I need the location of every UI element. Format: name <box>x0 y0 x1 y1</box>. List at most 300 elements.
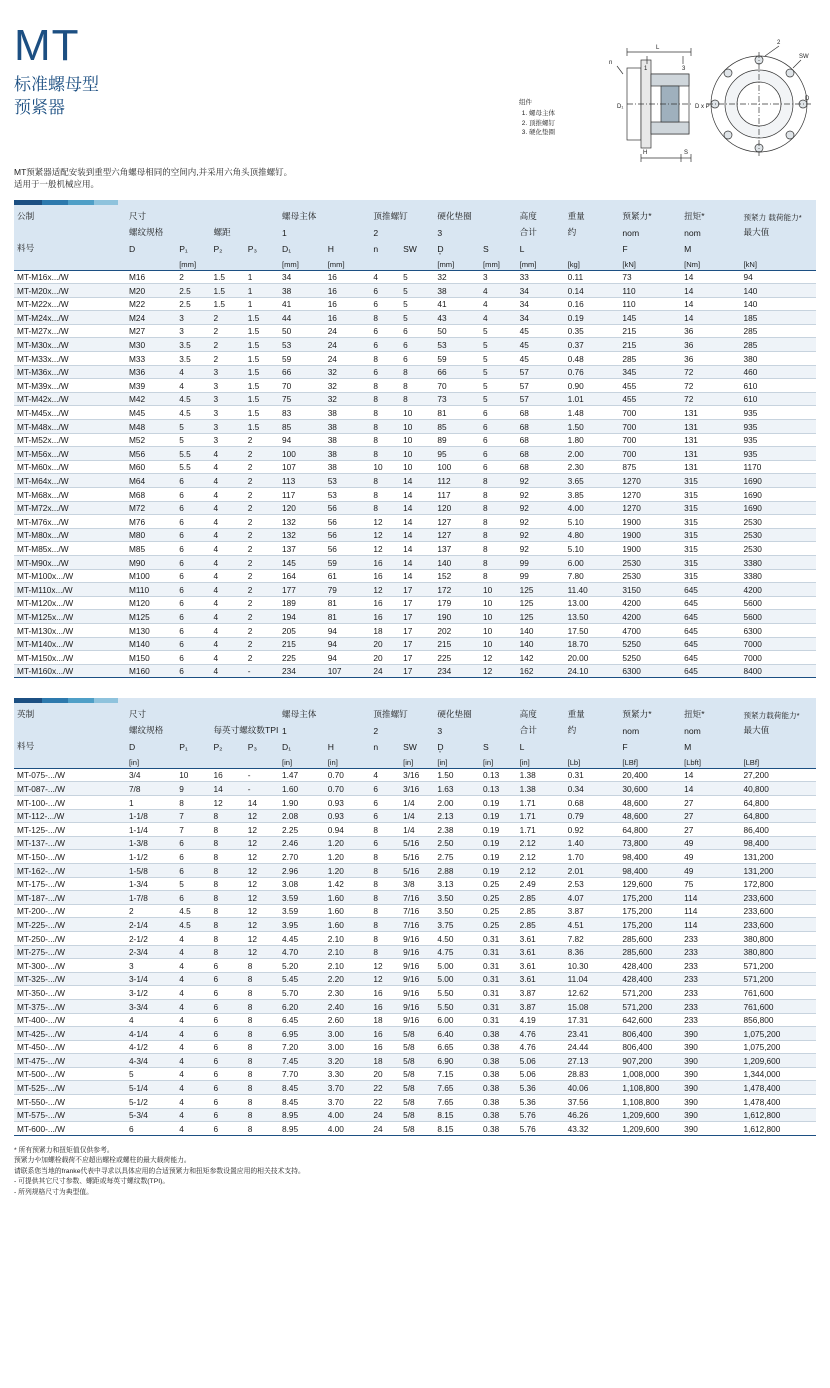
metric-cell: 6 <box>400 338 434 352</box>
metric-header-n: n <box>370 239 400 255</box>
metric-cell: 14 <box>400 515 434 529</box>
metric-cell: 8 <box>370 379 400 393</box>
imperial-cell: 1-1/4 <box>126 823 176 837</box>
callout-3: 3 <box>682 66 686 72</box>
metric-cell: 120 <box>279 501 325 515</box>
metric-cell: 645 <box>681 623 740 637</box>
imperial-cell: 1,612,800 <box>740 1122 816 1136</box>
imperial-cell: 14 <box>681 782 740 796</box>
imperial-cell: 2.75 <box>434 850 480 864</box>
metric-cell: 8 <box>370 311 400 325</box>
metric-cell: 5600 <box>740 596 816 610</box>
imperial-cell: 0.38 <box>480 1054 517 1068</box>
metric-cell: 1690 <box>740 501 816 515</box>
imperial-cell: 5/8 <box>400 1054 434 1068</box>
footnote-line: 预紧力や加螺栓载荷不应超出螺栓或螺柱的最大载荷能力。 <box>14 1157 191 1165</box>
metric-cell: 89 <box>434 433 480 447</box>
imperial-cell: 37.56 <box>565 1095 620 1109</box>
imperial-cell: 8 <box>370 945 400 959</box>
imperial-cell: 0.38 <box>480 1122 517 1136</box>
metric-header-total: 合计 <box>517 223 565 239</box>
metric-cell: 38 <box>325 460 371 474</box>
table-row <box>14 836 816 850</box>
imperial-cell: 6 <box>210 1054 244 1068</box>
metric-cell: 94 <box>325 637 371 651</box>
imperial-cell: 4 <box>176 972 210 986</box>
metric-header-D: D <box>126 239 176 255</box>
imperial-cell: MT-200-.../W <box>14 904 126 918</box>
metric-cell: M64 <box>126 474 176 488</box>
imperial-cell: 12 <box>245 904 279 918</box>
metric-cell: 8 <box>370 392 400 406</box>
metric-cell: 8 <box>400 365 434 379</box>
imperial-header-Ds: D̥ <box>434 737 480 753</box>
metric-cell: 1 <box>245 284 279 298</box>
imperial-cell: 0.13 <box>480 768 517 782</box>
metric-cell: 117 <box>434 488 480 502</box>
metric-cell: 3380 <box>740 555 816 569</box>
imperial-cell: 2.20 <box>325 972 371 986</box>
metric-cell: 56 <box>325 515 371 529</box>
metric-cell: 8 <box>480 542 517 556</box>
imperial-cell: 0.19 <box>480 823 517 837</box>
imperial-cell: 27 <box>681 809 740 823</box>
metric-header-P2: P₂ <box>210 239 244 255</box>
imperial-cell: 571,200 <box>740 959 816 973</box>
metric-cell: 38 <box>279 284 325 298</box>
imperial-cell: 1-5/8 <box>126 863 176 877</box>
metric-cell: 2 <box>176 270 210 284</box>
metric-cell: 140 <box>740 297 816 311</box>
imperial-header-F: F <box>619 737 681 753</box>
imperial-cell: 8 <box>210 850 244 864</box>
metric-cell: 1900 <box>619 542 681 556</box>
imperial-cell: 5-1/4 <box>126 1081 176 1095</box>
metric-cell: 4 <box>370 270 400 284</box>
metric-cell: 645 <box>681 664 740 678</box>
imperial-cell: 0.19 <box>480 809 517 823</box>
imperial-cell: 12 <box>245 918 279 932</box>
imperial-unit-S: [in] <box>480 753 517 768</box>
metric-cell: 14 <box>681 270 740 284</box>
metric-cell: 99 <box>517 569 565 583</box>
metric-unit-SW <box>400 255 434 270</box>
imperial-spec-table <box>14 703 816 1136</box>
metric-cell: MT-M90x.../W <box>14 555 126 569</box>
imperial-cell: MT-087-.../W <box>14 782 126 796</box>
metric-cell: 6 <box>480 460 517 474</box>
metric-cell: 6 <box>370 284 400 298</box>
table-row <box>14 596 816 610</box>
imperial-cell: 2.53 <box>565 877 620 891</box>
metric-cell: 24.10 <box>565 664 620 678</box>
imperial-unit-D1: [in] <box>279 753 325 768</box>
metric-cell: 81 <box>325 610 371 624</box>
imperial-cell: 1,209,600 <box>619 1108 681 1122</box>
metric-cell: 1270 <box>619 474 681 488</box>
imperial-cell: 16 <box>210 768 244 782</box>
imperial-cell: 131,200 <box>740 850 816 864</box>
imperial-cell: 12 <box>245 931 279 945</box>
metric-unit-Ds: [mm] <box>434 255 480 270</box>
metric-cell: 1270 <box>619 501 681 515</box>
metric-unit-P3 <box>245 255 279 270</box>
metric-cell: 1.5 <box>245 352 279 366</box>
imperial-cell: 1/4 <box>400 796 434 810</box>
imperial-cell: 3/4 <box>126 768 176 782</box>
imperial-cell: 20 <box>370 1067 400 1081</box>
metric-cell: 16 <box>370 610 400 624</box>
metric-cell: 202 <box>434 623 480 637</box>
imperial-cell: 6 <box>370 809 400 823</box>
imperial-cell: 12 <box>370 959 400 973</box>
imperial-cell: 20,400 <box>619 768 681 782</box>
metric-cell: 20 <box>370 651 400 665</box>
metric-cell: 6 <box>176 488 210 502</box>
metric-cell: 2530 <box>740 542 816 556</box>
callout-2: 2 <box>777 40 781 46</box>
imperial-cell: 0.25 <box>480 918 517 932</box>
imperial-cell: 6 <box>210 1081 244 1095</box>
metric-cell: 131 <box>681 460 740 474</box>
imperial-cell: 8 <box>210 877 244 891</box>
imperial-cell: 8 <box>210 863 244 877</box>
footnote-line: - 可提供其它尺寸参数、螺距或每英寸螺纹数(TPI)。 <box>14 1178 170 1186</box>
metric-cell: 2 <box>210 352 244 366</box>
imperial-cell: 1-3/8 <box>126 836 176 850</box>
metric-cell: 5 <box>400 311 434 325</box>
metric-cell: 81 <box>325 596 371 610</box>
imperial-cell: 3.70 <box>325 1095 371 1109</box>
imperial-cell: 8 <box>210 931 244 945</box>
imperial-cell: 7/8 <box>126 782 176 796</box>
imperial-cell: 1.71 <box>517 823 565 837</box>
imperial-cell: 2.10 <box>325 931 371 945</box>
imperial-cell: 1.50 <box>434 768 480 782</box>
imperial-unit-SW: [in] <box>400 753 434 768</box>
metric-cell: 38 <box>325 433 371 447</box>
metric-cell: 17.50 <box>565 623 620 637</box>
imperial-cell: 5 <box>176 877 210 891</box>
imperial-cell: MT-150-.../W <box>14 850 126 864</box>
metric-spec-table <box>14 205 816 678</box>
imperial-cell: 2.30 <box>325 986 371 1000</box>
metric-cell: 5.5 <box>176 460 210 474</box>
metric-cell: 72 <box>681 392 740 406</box>
imperial-cell: 7.70 <box>279 1067 325 1081</box>
imperial-cell: 10.30 <box>565 959 620 973</box>
imperial-cell: 7.20 <box>279 1040 325 1054</box>
imperial-cell: 5/16 <box>400 850 434 864</box>
metric-cell: 1.80 <box>565 433 620 447</box>
metric-cell: 107 <box>325 664 371 678</box>
metric-cell: 6 <box>176 596 210 610</box>
metric-cell: 56 <box>325 501 371 515</box>
table-row <box>14 945 816 959</box>
metric-cell: 8 <box>400 392 434 406</box>
product-diagram <box>579 30 829 190</box>
metric-cell: 285 <box>740 324 816 338</box>
imperial-cell: 5.50 <box>434 986 480 1000</box>
imperial-cell: 7.65 <box>434 1095 480 1109</box>
metric-cell: M22 <box>126 297 176 311</box>
imperial-cell: 172,800 <box>740 877 816 891</box>
table-row <box>14 1054 816 1068</box>
metric-header-max: 最大值 <box>740 223 816 239</box>
metric-table-body <box>14 270 816 678</box>
imperial-cell: 0.38 <box>480 1081 517 1095</box>
imperial-cell: 64,800 <box>740 809 816 823</box>
imperial-cell: 4 <box>176 931 210 945</box>
imperial-cell: 0.70 <box>325 768 371 782</box>
metric-cell: 36 <box>681 324 740 338</box>
imperial-cell: 1,008,000 <box>619 1067 681 1081</box>
metric-cell: M36 <box>126 365 176 379</box>
metric-cell: 50 <box>434 324 480 338</box>
metric-header-nomf: nom <box>619 223 681 239</box>
imperial-cell: 0.31 <box>565 768 620 782</box>
imperial-cell: 8 <box>370 823 400 837</box>
imperial-cell: 12 <box>245 823 279 837</box>
metric-cell: 20.00 <box>565 651 620 665</box>
metric-cell: M16 <box>126 270 176 284</box>
metric-cell: 4 <box>480 297 517 311</box>
imperial-cell: 1.20 <box>325 836 371 850</box>
metric-cell: 41 <box>279 297 325 311</box>
imperial-cell: 3-1/4 <box>126 972 176 986</box>
metric-cell: 2 <box>245 569 279 583</box>
imperial-cell: 3.95 <box>279 918 325 932</box>
imperial-cell: 6 <box>210 1027 244 1041</box>
metric-header-pitch: 螺距 <box>210 223 279 239</box>
metric-cell: 59 <box>434 352 480 366</box>
imperial-cell: 1.38 <box>517 782 565 796</box>
metric-cell: 190 <box>434 610 480 624</box>
imperial-cell: 8.45 <box>279 1081 325 1095</box>
imperial-cell: 6.40 <box>434 1027 480 1041</box>
metric-cell: M125 <box>126 610 176 624</box>
metric-cell: 2 <box>245 651 279 665</box>
metric-cell: 2 <box>210 324 244 338</box>
table-row <box>14 891 816 905</box>
metric-cell: 8 <box>480 528 517 542</box>
imperial-cell: 6.20 <box>279 999 325 1013</box>
metric-cell: 142 <box>517 651 565 665</box>
metric-cell: 6 <box>370 297 400 311</box>
metric-cell: 92 <box>517 515 565 529</box>
imperial-cell: 5.36 <box>517 1095 565 1109</box>
imperial-cell: 3.75 <box>434 918 480 932</box>
metric-cell: 179 <box>434 596 480 610</box>
imperial-cell: 6.95 <box>279 1027 325 1041</box>
metric-cell: 345 <box>619 365 681 379</box>
imperial-unit-P2 <box>210 753 244 768</box>
metric-cell: 5.5 <box>176 447 210 461</box>
imperial-cell: 3.00 <box>325 1040 371 1054</box>
metric-cell: M120 <box>126 596 176 610</box>
imperial-cell: 114 <box>681 904 740 918</box>
imperial-cell: 7/16 <box>400 918 434 932</box>
metric-cell: 5250 <box>619 637 681 651</box>
metric-cell: 3.65 <box>565 474 620 488</box>
metric-cell: 225 <box>279 651 325 665</box>
metric-cell: 8 <box>480 501 517 515</box>
metric-cell: 152 <box>434 569 480 583</box>
imperial-cell: 5.70 <box>279 986 325 1000</box>
metric-cell: M27 <box>126 324 176 338</box>
metric-cell: 45 <box>517 324 565 338</box>
imperial-cell: 12 <box>245 877 279 891</box>
legend-title: 组件 <box>519 99 532 106</box>
imperial-cell: 4.00 <box>325 1122 371 1136</box>
metric-cell: 10 <box>480 637 517 651</box>
imperial-cell: 8 <box>210 945 244 959</box>
metric-cell: MT-M30x.../W <box>14 338 126 352</box>
dim-label-Ds: D̥ <box>805 96 810 102</box>
metric-cell: 700 <box>619 433 681 447</box>
imperial-cell: 0.34 <box>565 782 620 796</box>
imperial-cell: 8 <box>245 1054 279 1068</box>
metric-unit-D <box>126 255 176 270</box>
table-row <box>14 1067 816 1081</box>
metric-cell: 1.5 <box>245 324 279 338</box>
metric-cell: 1.01 <box>565 392 620 406</box>
imperial-cell: 12 <box>245 863 279 877</box>
metric-unit-D1: [mm] <box>279 255 325 270</box>
imperial-cell: 27,200 <box>740 768 816 782</box>
metric-cell: 1.5 <box>245 365 279 379</box>
metric-cell: 2530 <box>740 515 816 529</box>
metric-cell: 315 <box>681 515 740 529</box>
imperial-unit-P1 <box>176 753 210 768</box>
imperial-unit-cap: [LBf] <box>740 753 816 768</box>
metric-cell: 4200 <box>619 596 681 610</box>
metric-cell: 194 <box>279 610 325 624</box>
imperial-cell: 1.63 <box>434 782 480 796</box>
imperial-cell: 4.70 <box>279 945 325 959</box>
metric-cell: 125 <box>517 583 565 597</box>
metric-header-weight: 重量 <box>565 205 620 223</box>
imperial-cell: 2.60 <box>325 1013 371 1027</box>
metric-cell: 700 <box>619 420 681 434</box>
metric-header-P1: P₁ <box>176 239 210 255</box>
metric-cell: 75 <box>279 392 325 406</box>
imperial-cell: 8 <box>210 904 244 918</box>
imperial-cell: 17.31 <box>565 1013 620 1027</box>
metric-cell: 0.76 <box>565 365 620 379</box>
metric-cell: 2.30 <box>565 460 620 474</box>
metric-cell: 45 <box>517 352 565 366</box>
imperial-unit-lb: [Lb] <box>565 753 620 768</box>
metric-cell: MT-M16x.../W <box>14 270 126 284</box>
imperial-cell: 0.19 <box>480 836 517 850</box>
metric-cell: 2530 <box>740 528 816 542</box>
metric-cell: 4 <box>210 569 244 583</box>
imperial-cell: 8 <box>245 1095 279 1109</box>
imperial-cell: 8 <box>245 1122 279 1136</box>
imperial-cell: 4.45 <box>279 931 325 945</box>
metric-cell: 8400 <box>740 664 816 678</box>
metric-cell: 38 <box>325 406 371 420</box>
metric-cell: M42 <box>126 392 176 406</box>
metric-cell: M110 <box>126 583 176 597</box>
imperial-cell: 390 <box>681 1095 740 1109</box>
imperial-cell: 16 <box>370 1040 400 1054</box>
imperial-header-tpi: 每英寸螺纹数TPI <box>210 721 279 737</box>
metric-cell: 4 <box>210 583 244 597</box>
metric-cell: 72 <box>681 365 740 379</box>
metric-cell: 8 <box>480 488 517 502</box>
metric-cell: 2 <box>245 596 279 610</box>
metric-cell: 0.16 <box>565 297 620 311</box>
imperial-cell: 4 <box>176 945 210 959</box>
imperial-cell: 8 <box>370 877 400 891</box>
metric-unit-M: [Nm] <box>681 255 740 270</box>
metric-cell: MT-M33x.../W <box>14 352 126 366</box>
metric-header-body: 螺母主体 <box>279 205 370 223</box>
metric-cell: 117 <box>279 488 325 502</box>
metric-cell: 2 <box>245 637 279 651</box>
metric-cell: M56 <box>126 447 176 461</box>
table-row <box>14 904 816 918</box>
metric-cell: 4 <box>210 651 244 665</box>
metric-cell: 172 <box>434 583 480 597</box>
footnote-line: 请联系您当地的franke代表中寻求以具体应用的合适预紧力和扭矩参数设置应用的相关技术支持。 <box>14 1167 305 1175</box>
imperial-header-thread: 螺纹规格 <box>126 721 211 737</box>
metric-cell: 215 <box>619 338 681 352</box>
imperial-cell: 14 <box>210 782 244 796</box>
metric-cell: 2 <box>245 501 279 515</box>
metric-cell: 4 <box>210 664 244 678</box>
metric-cell: 53 <box>325 488 371 502</box>
metric-cell: 5 <box>480 324 517 338</box>
imperial-cell: MT-475-.../W <box>14 1054 126 1068</box>
imperial-header-nomm: nom <box>681 721 740 737</box>
metric-cell: 17 <box>400 637 434 651</box>
imperial-cell: 15.08 <box>565 999 620 1013</box>
imperial-cell: 8 <box>210 823 244 837</box>
imperial-cell: 1,075,200 <box>740 1027 816 1041</box>
imperial-cell: 4 <box>126 1013 176 1027</box>
imperial-unit-F: [LBf] <box>619 753 681 768</box>
metric-cell: 4 <box>480 284 517 298</box>
metric-cell: 17 <box>400 664 434 678</box>
imperial-cell: 7.65 <box>434 1081 480 1095</box>
imperial-header-num1: 1 <box>279 721 370 737</box>
metric-cell: 20 <box>370 637 400 651</box>
metric-cell: 50 <box>279 324 325 338</box>
metric-cell: 131 <box>681 420 740 434</box>
metric-cell: 3 <box>210 379 244 393</box>
metric-cell: 0.48 <box>565 352 620 366</box>
imperial-cell: 6.00 <box>434 1013 480 1027</box>
metric-header-num1: 1 <box>279 223 370 239</box>
imperial-cell: 390 <box>681 1054 740 1068</box>
imperial-unit-Ds: [in] <box>434 753 480 768</box>
imperial-cell: 390 <box>681 1081 740 1095</box>
metric-cell: 5 <box>400 270 434 284</box>
imperial-cell: 0.25 <box>480 904 517 918</box>
imperial-cell: 5/8 <box>400 1067 434 1081</box>
metric-cell: 285 <box>740 338 816 352</box>
metric-cell: 14 <box>400 528 434 542</box>
imperial-cell: 5.06 <box>517 1054 565 1068</box>
imperial-cell: 40,800 <box>740 782 816 796</box>
imperial-cell: 1,612,800 <box>740 1108 816 1122</box>
imperial-cell: MT-550-.../W <box>14 1095 126 1109</box>
imperial-cell: 3.13 <box>434 877 480 891</box>
footnote-line: - 所列规格尺寸为典型值。 <box>14 1188 93 1196</box>
